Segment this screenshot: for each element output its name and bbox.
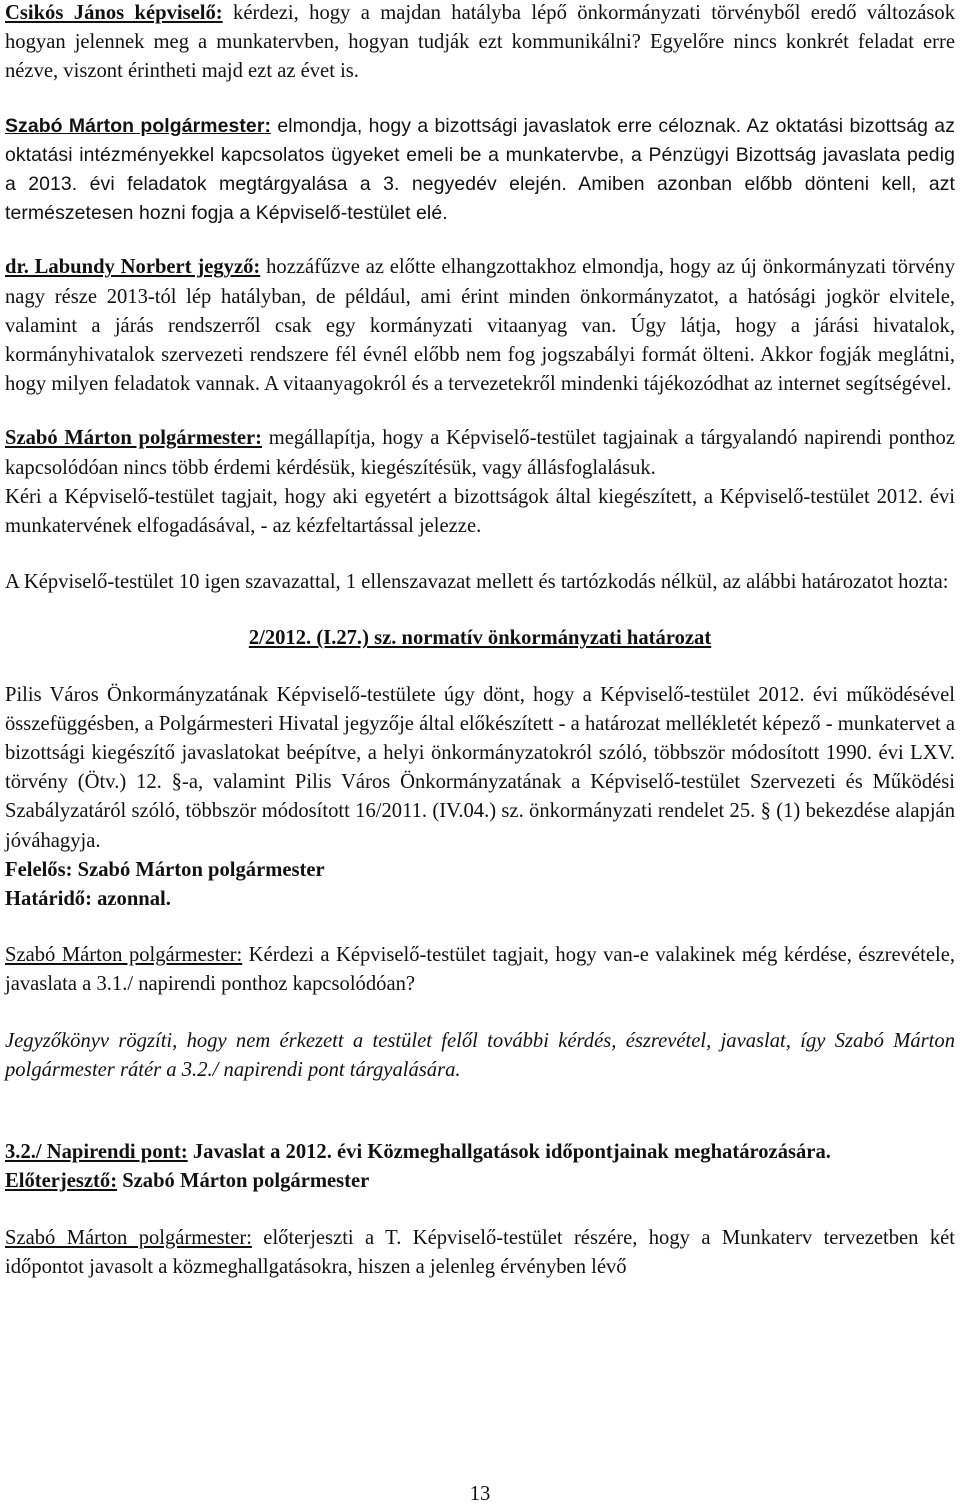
speaker-name: dr. Labundy Norbert jegyző: (5, 256, 261, 279)
agenda-item-3-2 (5, 1138, 955, 1167)
paragraph-vote-result: A Képviselő-testület 10 igen szavazattal, 1 ellenszavazat mellett és tartózkodás nélkül, az alábbi határozatot hozta: (5, 571, 949, 594)
paragraph-szabo-3 (5, 941, 955, 999)
paragraph-szabo-1 (5, 112, 955, 229)
speaker-name: Csikós János képviselő: (5, 2, 223, 24)
paragraph-minutes-note: Jegyzőkönyv rögzíti, hogy nem érkezett a testület felől további kérdés, észrevétel, javaslat, így Szabó Márton polgármester rátér a 3.2./ napirendi pont tárgyalására. (5, 1029, 955, 1081)
paragraph-request-vote: Kéri a Képviselő-testület tagjait, hogy aki egyetért a bizottságok által kiegészített, a Képviselő-testület 2012. évi munkatervének elfogadásával, - az kézfeltartással jelezze. (5, 485, 955, 538)
paragraph-text: kérdezi, hogy a majdan hatályba lépő önkormányzati törvényből eredő változások hogyan jelennek meg a munkatervben, hogyan tudják ezt kommunikálni? Egyelőre nincs konkrét feladat erre nézve, viszont érintheti majd ezt az évet is. (5, 2, 955, 83)
presenter-name: Szabó Márton polgármester (117, 1170, 370, 1193)
paragraph-text: Kérdezi a Képviselő-testület tagjait, hogy van-e valakinek még kérdése, észrevétele, javaslata a 3.1./ napirendi ponthoz kapcsolódóan? (5, 944, 955, 996)
agenda-title: Javaslat a 2012. évi Közmeghallgatások időpontjainak meghatározására. (187, 1141, 831, 1164)
speaker-name: Szabó Márton polgármester: (5, 944, 243, 967)
paragraph-labundy (5, 253, 955, 399)
page-number: 13 (469, 1483, 491, 1505)
resolution-text: Pilis Város Önkormányzatának Képviselő-testülete úgy dönt, hogy a Képviselő-testület 2012. évi működésével összefüggésben, a Polgármesteri Hivatal jegyzője által előkészített - a határozat mellékletét képező - munkatervet a bizottsági kiegészítő javaslatokat beépítve, a helyi önkormányzatokról szóló, többször módosított 1990. évi LXV. törvény (Ötv.) 12. §-a, valamint Pilis Város Önkormányzatának a Képviselő-testület Szervezeti és Működési Szabályzatáról szóló, többször módosított 16/2011. (IV.04.) sz. önkormányzati rendelet 25. § (1) bekezdése alapján jóváhagyja. (5, 683, 955, 852)
resolution-responsible: Felelős: Szabó Márton polgármester (5, 858, 325, 881)
paragraph-csikos (5, 0, 955, 87)
speaker-name: Szabó Márton polgármester: (5, 427, 263, 450)
paragraph-szabo-4 (5, 1224, 955, 1282)
speaker-name: Szabó Márton polgármester: (5, 114, 272, 137)
resolution-title: 2/2012. (I.27.) sz. normatív önkormányzati határozat (248, 627, 712, 650)
agenda-presenter (5, 1167, 955, 1196)
speaker-name: Szabó Márton polgármester: (5, 1226, 252, 1249)
paragraph-text: előterjeszti a T. Képviselő-testület részére, hogy a Munkaterv tervezetben két időpontot javasolt a közmeghallgatásokra, hiszen a jelenleg érvényben lévő (5, 1226, 955, 1278)
paragraph-text: hozzáfűzve az előtte elhangzottakhoz elmondja, hogy az új önkormányzati törvény nagy része 2013-tól lép hatályban, de például, ami érint minden önkormányzatot, a hatósági jogkör elvitele, valamint a járás rendszerről csak egy kormányzati vitaanyag van. Úgy látja, hogy a járási hivatalok, kormányhivatalok szervezeti rendszere fél évnél előbb nem fog jogszabályi formát ölteni. Akkor fogják meglátni, hogy milyen feladatok vannak. A vitaanyagokról és a tervezetekről mindenki tájékozódhat az internet segítségével. (5, 256, 955, 396)
paragraph-text: megállapítja, hogy a Képviselő-testület tagjainak a tárgyalandó napirendi ponthoz kapcsolódóan nincs több érdemi kérdésük, kiegészítésük, vagy állásfoglalásuk. (5, 427, 955, 479)
agenda-label: 3.2./ Napirendi pont: (5, 1141, 188, 1164)
paragraph-szabo-2 (5, 424, 955, 482)
paragraph-text: elmondja, hogy a bizottsági javaslatok erre céloznak. Az oktatási bizottság az oktatási intézményekkel kapcsolatos ügyeket emeli be a munkatervbe, a Pénzügyi Bizottság javaslata pedig a 2013. évi feladatok megtárgyalása a 3. negyedév elején. Amiben azonban előbb dönteni kell, azt természetesen hozni fogja a Képviselő-testület elé. (5, 114, 955, 225)
document-page (5, 0, 955, 1282)
presenter-label: Előterjesztő: (5, 1170, 118, 1193)
resolution-deadline: Határidő: azonnal. (5, 888, 171, 911)
